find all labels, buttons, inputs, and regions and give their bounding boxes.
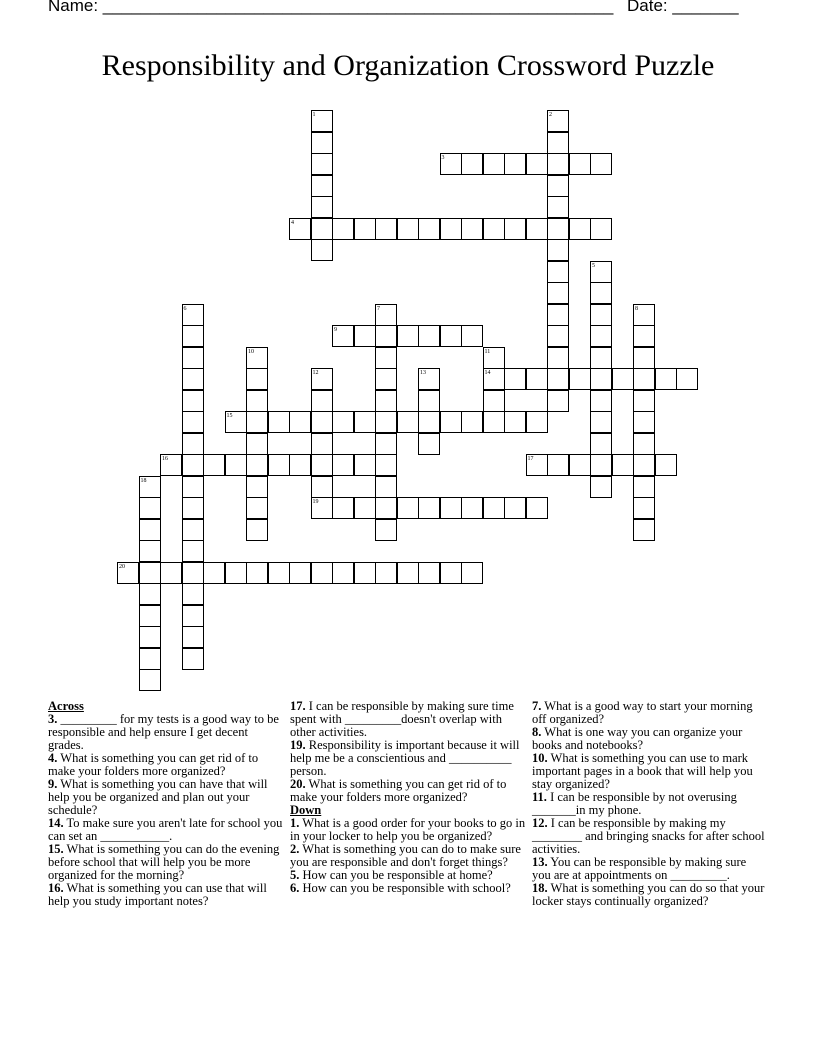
grid-cell[interactable] xyxy=(289,454,311,476)
grid-cell[interactable] xyxy=(225,562,247,584)
grid-cell[interactable] xyxy=(590,454,612,476)
grid-cell[interactable] xyxy=(246,519,268,541)
clue-9: 9. What is something you can have that will help you be organized and plan out your schedule? xyxy=(48,777,268,817)
grid-cell[interactable] xyxy=(311,476,333,498)
grid-cell[interactable] xyxy=(418,390,440,412)
grid-cell[interactable] xyxy=(440,218,462,240)
grid-cell[interactable] xyxy=(375,304,397,326)
grid-cell[interactable] xyxy=(526,153,548,175)
grid-cell[interactable] xyxy=(332,454,354,476)
clue-number-label: 16 xyxy=(162,456,168,462)
across-heading: Across xyxy=(48,699,84,713)
clue-number-label: 3 xyxy=(441,155,445,161)
grid-cell[interactable] xyxy=(633,519,655,541)
grid-cell[interactable] xyxy=(547,304,569,326)
grid-cell[interactable] xyxy=(246,347,268,369)
grid-cell[interactable] xyxy=(311,239,333,261)
name-field[interactable]: Name: ______________________________________________________ xyxy=(48,0,614,15)
clue-14: 14. To make sure you aren't late for school you can set an ___________. xyxy=(48,816,283,843)
grid-cell[interactable] xyxy=(418,325,440,347)
grid-cell[interactable] xyxy=(590,218,612,240)
grid-cell[interactable] xyxy=(483,153,505,175)
grid-cell[interactable] xyxy=(332,411,354,433)
clue-11: 11. I can be responsible by not overusing _______in my phone. xyxy=(532,790,737,817)
clues-column-1 xyxy=(48,700,284,908)
clue-13: 13. You can be responsible by making sure you are at appointments on _________. xyxy=(532,855,747,882)
clue-number-label: 13 xyxy=(420,370,426,376)
grid-cell[interactable] xyxy=(311,433,333,455)
grid-cell[interactable] xyxy=(676,368,698,390)
grid-cell[interactable] xyxy=(633,433,655,455)
grid-cell[interactable] xyxy=(547,368,569,390)
grid-cell[interactable] xyxy=(182,583,204,605)
grid-cell[interactable] xyxy=(311,196,333,218)
clue-17: 17. I can be responsible by making sure time spent with _________doesn't overlap with other activities. xyxy=(290,699,514,739)
clue-6: 6. How can you be responsible with school? xyxy=(290,881,511,895)
grid-cell[interactable] xyxy=(633,454,655,476)
clue-number-label: 5 xyxy=(592,262,595,269)
grid-cell[interactable] xyxy=(633,390,655,412)
grid-cell[interactable] xyxy=(590,304,612,326)
grid-cell[interactable] xyxy=(225,454,247,476)
grid-cell[interactable] xyxy=(418,497,440,519)
clue-number-label: 2 xyxy=(549,112,552,118)
grid-cell[interactable] xyxy=(526,218,548,240)
grid-cell[interactable] xyxy=(440,411,462,433)
grid-cell[interactable] xyxy=(440,562,462,584)
grid-cell[interactable] xyxy=(139,476,161,498)
grid-cell[interactable] xyxy=(311,411,333,433)
clue-15: 15. What is something you can do the evening before school that will help you be more organized for the morning? xyxy=(48,842,280,882)
grid-cell[interactable] xyxy=(225,411,247,433)
grid-cell[interactable] xyxy=(547,110,569,132)
grid-cell[interactable] xyxy=(182,648,204,670)
clue-number-label: 11 xyxy=(484,348,491,355)
grid-cell[interactable] xyxy=(139,540,161,562)
grid-cell[interactable] xyxy=(354,218,376,240)
grid-cell[interactable] xyxy=(182,605,204,627)
grid-cell[interactable] xyxy=(311,132,333,154)
grid-cell[interactable] xyxy=(483,347,505,369)
grid-cell[interactable] xyxy=(633,304,655,326)
grid-cell[interactable] xyxy=(547,218,569,240)
grid-cell[interactable] xyxy=(547,261,569,283)
clue-number-label: 7 xyxy=(377,305,380,312)
grid-cell[interactable] xyxy=(332,497,354,519)
grid-cell[interactable] xyxy=(590,261,612,283)
grid-cell[interactable] xyxy=(375,476,397,498)
clue-number-label: 1 xyxy=(312,112,316,118)
clue-number-label: 15 xyxy=(226,413,233,419)
clue-number-label: 14 xyxy=(484,370,491,376)
grid-cell[interactable] xyxy=(311,153,333,175)
grid-cell[interactable] xyxy=(160,562,182,584)
grid-cell[interactable] xyxy=(612,454,634,476)
grid-cell[interactable] xyxy=(246,476,268,498)
clue-12: 12. I can be responsible by making my ________ and bringing snacks for after school activities. xyxy=(532,816,765,856)
grid-cell[interactable] xyxy=(547,390,569,412)
grid-cell[interactable] xyxy=(311,497,333,519)
grid-cell[interactable] xyxy=(504,497,526,519)
grid-cell[interactable] xyxy=(655,368,677,390)
grid-cell[interactable] xyxy=(633,325,655,347)
grid-cell[interactable] xyxy=(590,347,612,369)
clue-number-label: 8 xyxy=(635,305,638,312)
grid-cell[interactable] xyxy=(375,347,397,369)
clue-number-label: 6 xyxy=(183,305,187,312)
grid-cell[interactable] xyxy=(139,562,161,584)
clue-2: 2. What is something you can do to make sure you are responsible and don't forget things? xyxy=(290,842,521,869)
date-field[interactable]: Date: _______ xyxy=(627,0,739,15)
grid-cell[interactable] xyxy=(139,669,161,691)
clues-column-3 xyxy=(532,700,768,908)
clue-18: 18. What is something you can do so that your locker stays continually organized? xyxy=(532,881,765,908)
grid-cell[interactable] xyxy=(590,433,612,455)
grid-cell[interactable] xyxy=(139,583,161,605)
grid-cell[interactable] xyxy=(182,497,204,519)
grid-cell[interactable] xyxy=(397,411,419,433)
grid-cell[interactable] xyxy=(182,390,204,412)
grid-cell[interactable] xyxy=(483,411,505,433)
clue-number-label: 4 xyxy=(291,219,294,226)
grid-cell[interactable] xyxy=(633,368,655,390)
grid-cell[interactable] xyxy=(375,411,397,433)
grid-cell[interactable] xyxy=(311,175,333,197)
grid-cell[interactable] xyxy=(246,454,268,476)
grid-cell[interactable] xyxy=(440,325,462,347)
grid-cell[interactable] xyxy=(354,497,376,519)
grid-cell[interactable] xyxy=(547,132,569,154)
clue-7: 7. What is a good way to start your morning off organized? xyxy=(532,699,753,726)
grid-cell[interactable] xyxy=(461,325,483,347)
grid-cell[interactable] xyxy=(547,325,569,347)
grid-cell[interactable] xyxy=(569,153,591,175)
clue-number-label: 17 xyxy=(527,456,534,462)
grid-cell[interactable] xyxy=(375,368,397,390)
grid-cell[interactable] xyxy=(139,497,161,519)
grid-cell[interactable] xyxy=(354,562,376,584)
grid-cell[interactable] xyxy=(182,433,204,455)
grid-cell[interactable] xyxy=(246,411,268,433)
grid-cell[interactable] xyxy=(547,196,569,218)
clue-8: 8. What is one way you can organize your books and notebooks? xyxy=(532,725,743,752)
grid-cell[interactable] xyxy=(182,562,204,584)
grid-cell[interactable] xyxy=(246,433,268,455)
clue-number-label: 12 xyxy=(312,370,319,376)
grid-cell[interactable] xyxy=(633,476,655,498)
grid-cell[interactable] xyxy=(354,411,376,433)
clue-number-label: 20 xyxy=(119,563,125,570)
grid-cell[interactable] xyxy=(397,218,419,240)
grid-cell[interactable] xyxy=(375,454,397,476)
grid-cell[interactable] xyxy=(246,368,268,390)
clue-3: 3. _________ for my tests is a good way to be responsible and help ensure I get decent grades. xyxy=(48,712,279,752)
grid-cell[interactable] xyxy=(246,562,268,584)
grid-cell[interactable] xyxy=(203,454,225,476)
grid-cell[interactable] xyxy=(182,626,204,648)
grid-cell[interactable] xyxy=(569,368,591,390)
grid-cell[interactable] xyxy=(289,411,311,433)
grid-cell[interactable] xyxy=(311,218,333,240)
clue-10: 10. What is something you can use to mark important pages in a book that will help you stay organized? xyxy=(532,751,753,791)
grid-cell[interactable] xyxy=(504,153,526,175)
grid-cell[interactable] xyxy=(139,605,161,627)
grid-cell[interactable] xyxy=(160,454,182,476)
grid-cell[interactable] xyxy=(547,175,569,197)
clue-number-label: 9 xyxy=(334,327,337,333)
grid-cell[interactable] xyxy=(483,218,505,240)
grid-cell[interactable] xyxy=(375,519,397,541)
clue-1: 1. What is a good order for your books to go in in your locker to help you be organized? xyxy=(290,816,526,843)
grid-cell[interactable] xyxy=(182,540,204,562)
clue-5: 5. How can you be responsible at home? xyxy=(290,868,493,882)
grid-cell[interactable] xyxy=(418,218,440,240)
grid-cell[interactable] xyxy=(547,153,569,175)
grid-cell[interactable] xyxy=(547,239,569,261)
grid-cell[interactable] xyxy=(547,347,569,369)
clue-4: 4. What is something you can get rid of to make your folders more organized? xyxy=(48,751,259,778)
grid-cell[interactable] xyxy=(483,497,505,519)
grid-cell[interactable] xyxy=(418,562,440,584)
grid-cell[interactable] xyxy=(590,282,612,304)
grid-cell[interactable] xyxy=(182,411,204,433)
grid-cell[interactable] xyxy=(590,476,612,498)
grid-cell[interactable] xyxy=(289,562,311,584)
clue-number-label: 18 xyxy=(140,477,147,484)
grid-cell[interactable] xyxy=(397,562,419,584)
grid-cell[interactable] xyxy=(504,218,526,240)
grid-cell[interactable] xyxy=(418,368,440,390)
grid-cell[interactable] xyxy=(504,411,526,433)
grid-cell[interactable] xyxy=(569,218,591,240)
grid-cell[interactable] xyxy=(311,368,333,390)
grid-cell[interactable] xyxy=(246,497,268,519)
grid-cell[interactable] xyxy=(569,454,591,476)
grid-cell[interactable] xyxy=(139,626,161,648)
grid-cell[interactable] xyxy=(354,454,376,476)
grid-cell[interactable] xyxy=(268,454,290,476)
grid-cell[interactable] xyxy=(375,433,397,455)
grid-cell[interactable] xyxy=(182,347,204,369)
grid-cell[interactable] xyxy=(375,390,397,412)
grid-cell[interactable] xyxy=(526,411,548,433)
grid-cell[interactable] xyxy=(612,368,634,390)
grid-cell[interactable] xyxy=(246,390,268,412)
grid-cell[interactable] xyxy=(397,325,419,347)
grid-cell[interactable] xyxy=(182,368,204,390)
grid-cell[interactable] xyxy=(590,390,612,412)
grid-cell[interactable] xyxy=(418,411,440,433)
grid-cell[interactable] xyxy=(655,454,677,476)
clue-20: 20. What is something you can get rid of to make your folders more organized? xyxy=(290,777,507,804)
grid-cell[interactable] xyxy=(182,304,204,326)
grid-cell[interactable] xyxy=(461,411,483,433)
grid-cell[interactable] xyxy=(418,433,440,455)
grid-cell[interactable] xyxy=(526,497,548,519)
grid-cell[interactable] xyxy=(440,497,462,519)
grid-cell[interactable] xyxy=(182,325,204,347)
grid-cell[interactable] xyxy=(375,325,397,347)
clues-column-2 xyxy=(290,700,526,895)
down-heading: Down xyxy=(290,803,322,817)
clue-number-label: 19 xyxy=(312,499,319,505)
grid-cell[interactable] xyxy=(268,562,290,584)
grid-cell[interactable] xyxy=(590,411,612,433)
grid-cell[interactable] xyxy=(526,454,548,476)
grid-cell[interactable] xyxy=(397,497,419,519)
grid-cell[interactable] xyxy=(461,153,483,175)
grid-cell[interactable] xyxy=(117,562,139,584)
grid-cell[interactable] xyxy=(311,110,333,132)
clue-number-label: 10 xyxy=(248,348,254,355)
grid-cell[interactable] xyxy=(590,368,612,390)
grid-cell[interactable] xyxy=(633,411,655,433)
grid-cell[interactable] xyxy=(504,368,526,390)
grid-cell[interactable] xyxy=(203,562,225,584)
page-title: Responsibility and Organization Crossword Puzzle xyxy=(101,49,715,82)
grid-cell[interactable] xyxy=(289,218,311,240)
grid-cell[interactable] xyxy=(483,368,505,390)
grid-cell[interactable] xyxy=(526,368,548,390)
grid-cell[interactable] xyxy=(268,411,290,433)
grid-cell[interactable] xyxy=(440,153,462,175)
grid-cell[interactable] xyxy=(311,454,333,476)
grid-cell[interactable] xyxy=(590,153,612,175)
grid-cell[interactable] xyxy=(547,454,569,476)
grid-cell[interactable] xyxy=(461,497,483,519)
grid-cell[interactable] xyxy=(311,390,333,412)
grid-cell[interactable] xyxy=(461,562,483,584)
grid-cell[interactable] xyxy=(182,476,204,498)
grid-cell[interactable] xyxy=(182,454,204,476)
grid-cell[interactable] xyxy=(354,325,376,347)
grid-cell[interactable] xyxy=(332,325,354,347)
clue-16: 16. What is something you can use that will help you study important notes? xyxy=(48,881,267,908)
grid-cell[interactable] xyxy=(311,562,333,584)
grid-cell[interactable] xyxy=(139,519,161,541)
grid-cell[interactable] xyxy=(461,218,483,240)
grid-cell[interactable] xyxy=(332,562,354,584)
grid-cell[interactable] xyxy=(375,218,397,240)
grid-cell[interactable] xyxy=(182,519,204,541)
clue-19: 19. Responsibility is important because it will help me be a conscientious and __________ person. xyxy=(290,738,520,778)
grid-cell[interactable] xyxy=(633,497,655,519)
grid-cell[interactable] xyxy=(139,648,161,670)
grid-cell[interactable] xyxy=(332,218,354,240)
grid-cell[interactable] xyxy=(590,325,612,347)
grid-cell[interactable] xyxy=(483,390,505,412)
grid-cell[interactable] xyxy=(547,282,569,304)
grid-cell[interactable] xyxy=(375,497,397,519)
grid-cell[interactable] xyxy=(633,347,655,369)
grid-cell[interactable] xyxy=(375,562,397,584)
